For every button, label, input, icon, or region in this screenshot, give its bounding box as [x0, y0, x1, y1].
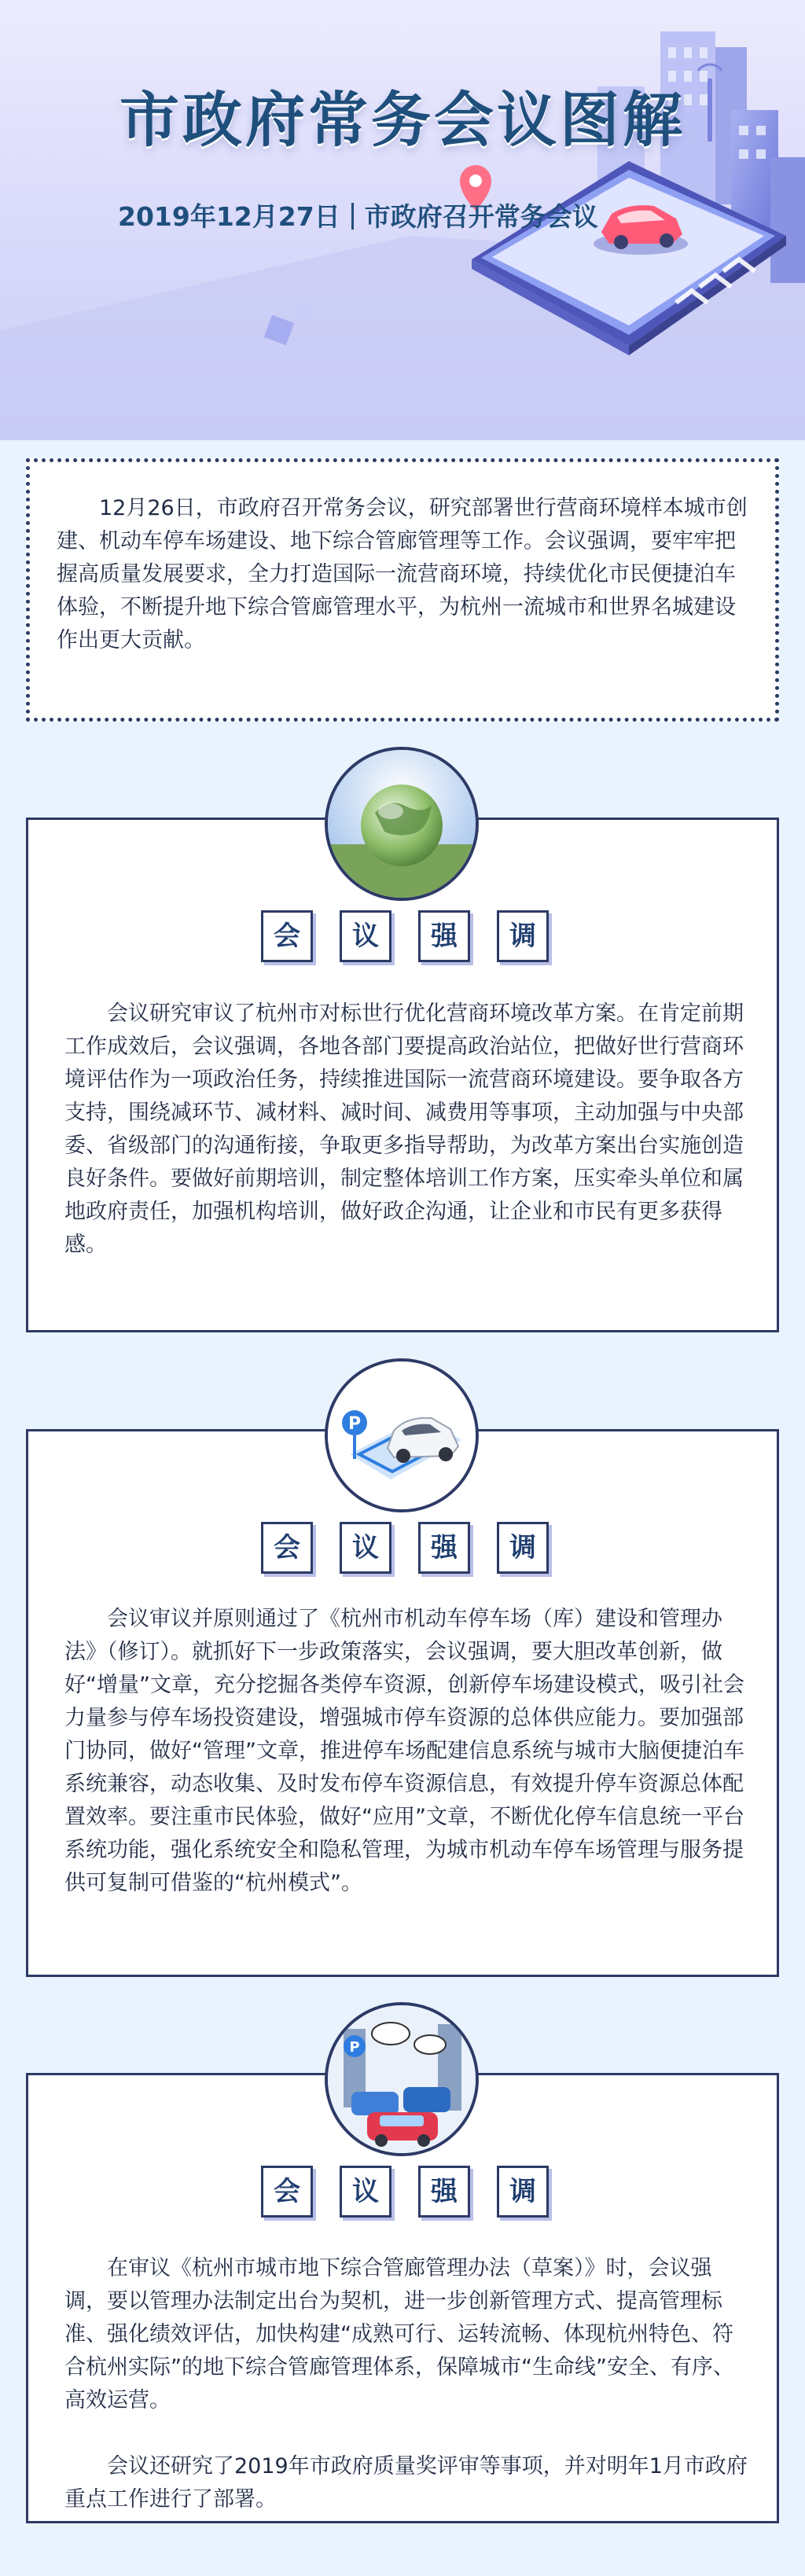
tag-char: 强: [418, 1522, 470, 1574]
tag-char: 调: [497, 910, 549, 962]
parking-car-icon: [325, 1358, 479, 1512]
traffic-jam-icon: [325, 2002, 479, 2156]
tag-char: 议: [340, 1522, 391, 1574]
page-title: 市政府常务会议图解: [119, 85, 686, 155]
svg-text:P: P: [347, 1414, 362, 1434]
subtitle-divider: [351, 203, 354, 230]
section-paragraph: 会议还研究了2019年市政府质量奖评审等事项，并对明年1月市政府重点工作进行了部署。: [64, 2454, 748, 2512]
tag-char: 议: [340, 910, 391, 962]
tag-char: 调: [497, 2166, 549, 2218]
globe-icon: [325, 747, 479, 901]
section-tags: [28, 1522, 781, 1574]
intro-box: [26, 458, 779, 722]
meeting-date: 2019年12月27日: [118, 201, 340, 232]
tag-char: 会: [261, 910, 313, 962]
section-tags: [28, 2166, 781, 2218]
tag-char: 调: [497, 1522, 549, 1574]
intro-text: 12月26日，市政府召开常务会议，研究部署世行营商环境样本城市创建、机动车停车场建设、地下综合管廊管理等工作。会议强调，要牢牢把握高质量发展要求，全力打造国际一流营商环境，持续优化市民便捷泊车体验，不断提升地下综合管廊管理水平，为杭州一流城市和世界名城建设作出更大贡献。: [57, 496, 748, 652]
tag-char: 议: [340, 2166, 391, 2218]
tag-char: 会: [261, 2166, 313, 2218]
svg-text:P: P: [349, 2039, 360, 2056]
section-paragraph: 在审议《杭州市城市地下综合管廊管理办法（草案）》时，会议强调，要以管理办法制定出台为契机，进一步创新管理方式、提高管理标准、强化绩效评估，加快构建“成熟可行、运转流畅、体现杭州特色、符合杭州实际”的地下综合管廊管理体系，保障城市“生命线”安全、有序、高效运营。: [64, 2256, 734, 2412]
section-paragraph: 会议研究审议了杭州市对标世行优化营商环境改革方案。在肯定前期工作成效后，会议强调，各地各部门要提高政治站位，把做好世行营商环境评估作为一项政治任务，持续推进国际一流营商环境建设。要争取各方支持，围绕减环节、减材料、减时间、减费用等事项，主动加强与中央部委、省级部门的沟通衔接，争取更多指导帮助，为改革方案出台实施创造良好条件。要做好前期培训，制定整体培训工作方案，压实牵头单位和属地政府责任，加强机构培训，做好政企沟通，让企业和市民有更多获得感。: [64, 1001, 744, 1257]
section-paragraph: 会议审议并原则通过了《杭州市机动车停车场（库）建设和管理办法》（修订）。就抓好下一步政策落实，会议强调，要大胆改革创新，做好“增量”文章，充分挖掘各类停车资源，创新停车场建设模式，吸引社会力量参与停车场投资建设，增强城市停车资源的总体供应能力。要加强部门协同，做好“管理”文章，推进停车场配建信息系统与城市大脑便捷泊车系统兼容，动态收集、及时发布停车资源信息，有效提升停车资源总体配置效率。要注重市民体验，做好“应用”文章，不断优化停车信息统一平台系统功能，强化系统安全和隐私管理，为城市机动车停车场管理与服务提供可复制可借鉴的“杭州模式”。: [64, 1607, 744, 1895]
header-banner: [0, 0, 805, 440]
meeting-name: 市政府召开常务会议: [364, 201, 598, 232]
meeting-subtitle: [118, 197, 598, 233]
tag-char: 强: [418, 2166, 470, 2218]
section-tags: [28, 910, 781, 962]
tag-char: 会: [261, 1522, 313, 1574]
tag-char: 强: [418, 910, 470, 962]
